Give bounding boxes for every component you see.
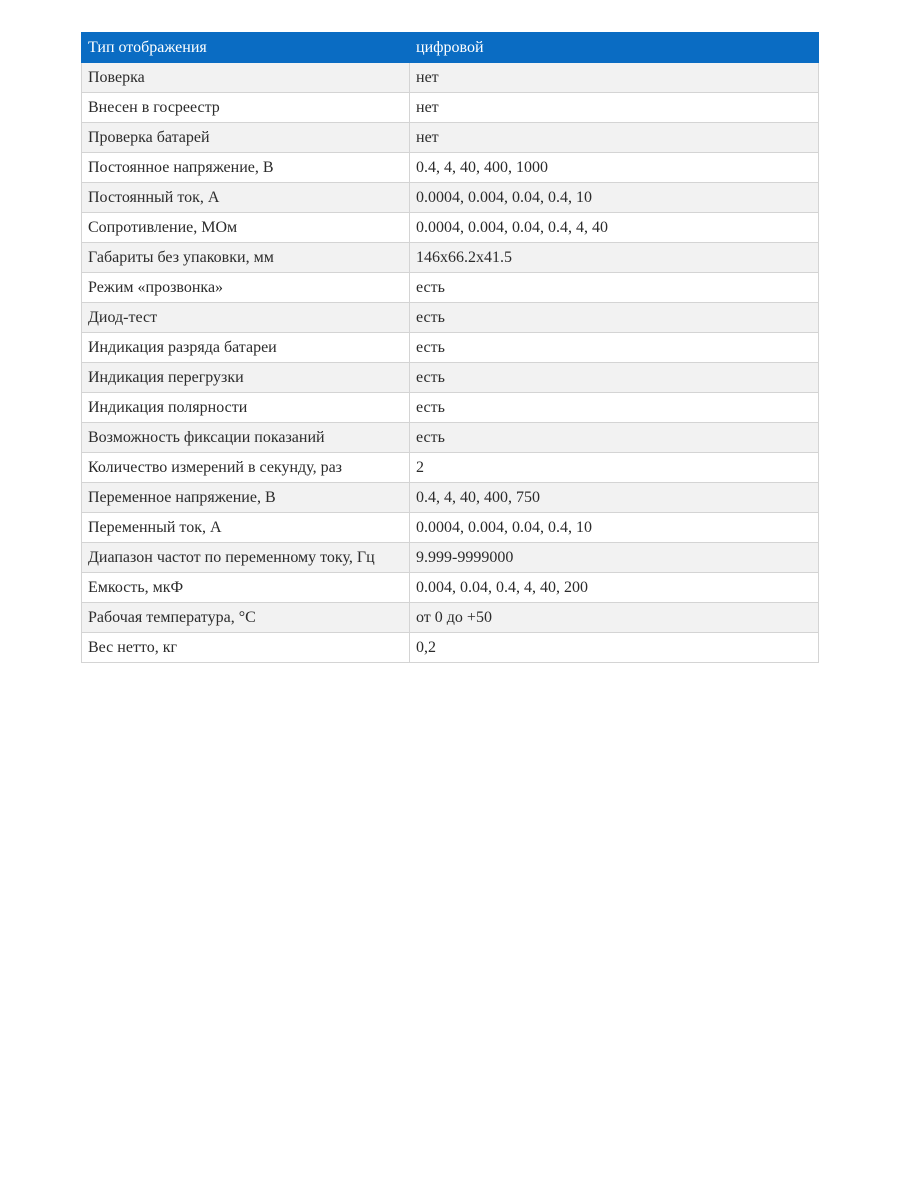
spec-value-cell: 0.4, 4, 40, 400, 1000 [410,153,819,183]
table-row [82,93,819,123]
table-row [82,543,819,573]
spec-value-cell: есть [410,333,819,363]
spec-value-cell: есть [410,393,819,423]
specifications-table [81,32,819,663]
spec-label-cell: Переменное напряжение, В [82,483,410,513]
spec-label-cell: Индикация перегрузки [82,363,410,393]
spec-label-cell: Диод-тест [82,303,410,333]
spec-value-cell: нет [410,123,819,153]
spec-label-cell: Режим «прозвонка» [82,273,410,303]
table-row [82,213,819,243]
spec-value-cell: от 0 до +50 [410,603,819,633]
table-header [82,33,819,63]
table-row [82,273,819,303]
table-row [82,63,819,93]
spec-label-cell: Переменный ток, А [82,513,410,543]
spec-label-cell: Сопротивление, МОм [82,213,410,243]
spec-value-cell: 146x66.2x41.5 [410,243,819,273]
spec-label-cell: Внесен в госреестр [82,93,410,123]
spec-label-cell: Постоянный ток, А [82,183,410,213]
spec-value-cell: есть [410,363,819,393]
table-row [82,333,819,363]
spec-label-cell: Габариты без упаковки, мм [82,243,410,273]
spec-value-cell: 2 [410,453,819,483]
spec-label-cell: Емкость, мкФ [82,573,410,603]
spec-label-cell: Индикация разряда батареи [82,333,410,363]
table-row [82,183,819,213]
spec-value-cell: 0.0004, 0.004, 0.04, 0.4, 4, 40 [410,213,819,243]
spec-value-cell: 0,2 [410,633,819,663]
spec-label-cell: Вес нетто, кг [82,633,410,663]
table-body [82,63,819,663]
spec-label-cell: Поверка [82,63,410,93]
spec-label-cell: Проверка батарей [82,123,410,153]
table-row [82,363,819,393]
spec-label-cell: Возможность фиксации показаний [82,423,410,453]
table-row [82,303,819,333]
spec-label-cell: Постоянное напряжение, В [82,153,410,183]
table-row [82,423,819,453]
spec-value-cell: 0.0004, 0.004, 0.04, 0.4, 10 [410,183,819,213]
header-value-cell: цифровой [410,33,819,63]
spec-value-cell: 9.999-9999000 [410,543,819,573]
table-row [82,243,819,273]
header-label-cell: Тип отображения [82,33,410,63]
spec-value-cell: есть [410,303,819,333]
table-row [82,633,819,663]
spec-value-cell: есть [410,273,819,303]
spec-label-cell: Индикация полярности [82,393,410,423]
spec-value-cell: есть [410,423,819,453]
table-row [82,603,819,633]
table-row [82,573,819,603]
table-row [82,393,819,423]
spec-label-cell: Рабочая температура, °С [82,603,410,633]
spec-label-cell: Диапазон частот по переменному току, Гц [82,543,410,573]
spec-value-cell: 0.004, 0.04, 0.4, 4, 40, 200 [410,573,819,603]
spec-value-cell: 0.0004, 0.004, 0.04, 0.4, 10 [410,513,819,543]
table-row [82,153,819,183]
table-row [82,453,819,483]
spec-label-cell: Количество измерений в секунду, раз [82,453,410,483]
table-row [82,123,819,153]
spec-value-cell: нет [410,93,819,123]
table-row [82,513,819,543]
table-row [82,483,819,513]
spec-value-cell: 0.4, 4, 40, 400, 750 [410,483,819,513]
table-header-row [82,33,819,63]
spec-value-cell: нет [410,63,819,93]
